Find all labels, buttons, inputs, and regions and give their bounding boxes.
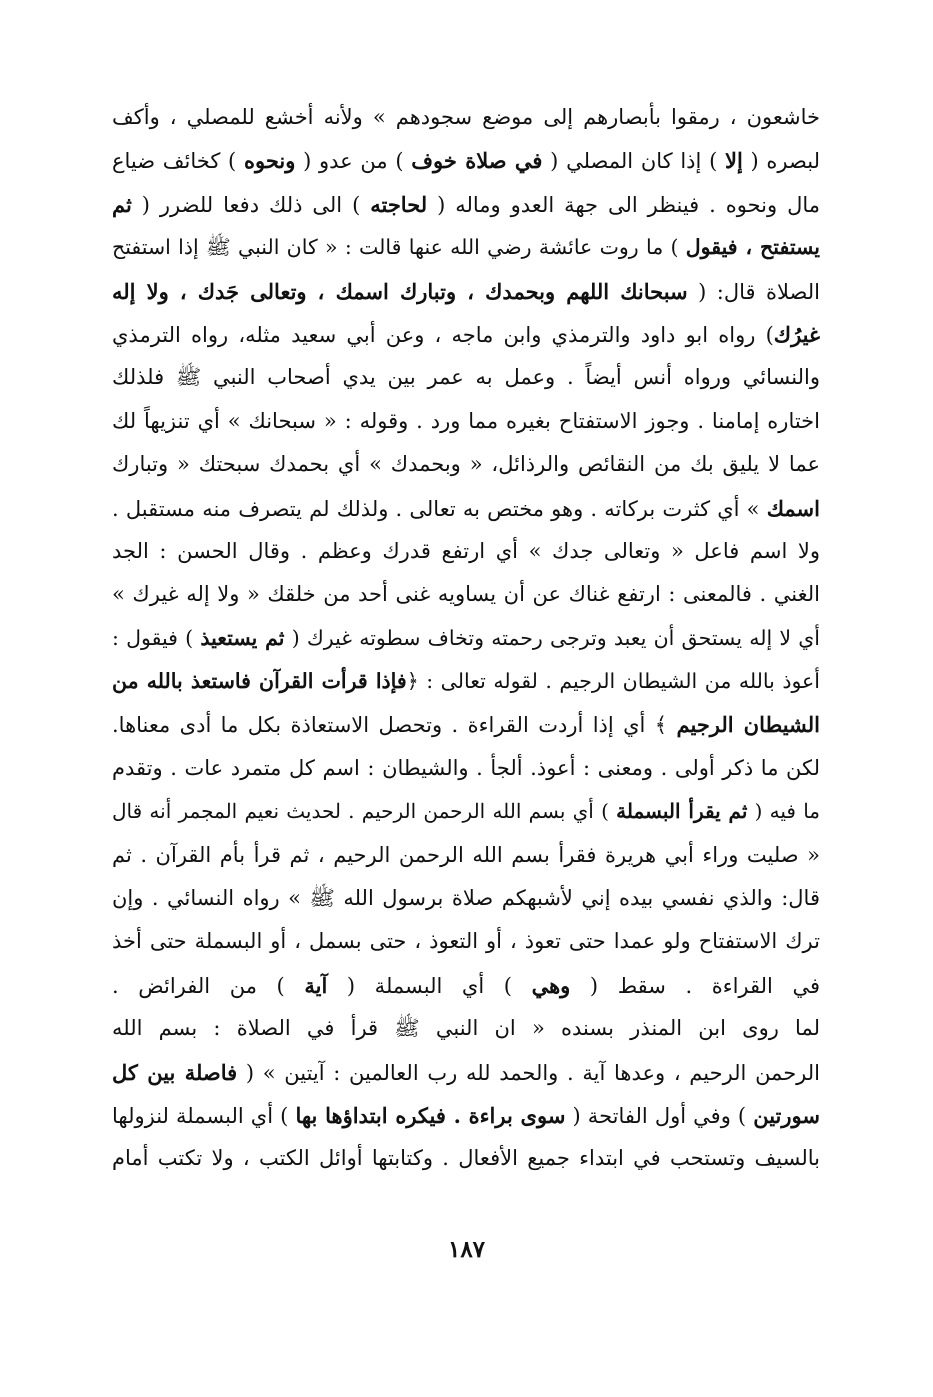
text-line-24: سورتين ) وفي أول الفاتحة ( سوى براءة . فيكره ابتداؤها بها ) أي البسملة لنزولها <box>112 1102 820 1128</box>
text-line-25: بالسيف وتستحب في ابتداء جميع الأفعال . وكتابتها أوائل الكتب ، ولا تكتب أمام <box>112 1146 820 1171</box>
text-line-21: في القراءة . سقط ( وهي ) أي البسملة ( آية ) من الفرائض . <box>112 972 820 998</box>
text-line-14: أعوذ بالله من الشيطان الرجيم . لقوله تعالى : ﴿فإذا قرأت القرآن فاستعذ بالله من <box>112 669 820 694</box>
text-line-12: الغني . فالمعنى : ارتفع غناك عن أن يساويه غنى أحد من خلقك « ولا إله غيرك » <box>112 582 820 607</box>
text-line-22: لما روى ابن المنذر بسنده « ان النبي ﷺ قرأ في الصلاة : بسم الله <box>112 1016 820 1041</box>
text-line-2: لبصره ( إلا ) إذا كان المصلي ( في صلاة خوف ) من عدو ( ونحوه ) كخائف ضياع <box>112 148 820 174</box>
text-line-23: الرحمن الرحيم ، وعدها آية . والحمد لله رب العالمين : آيتين » ( فاصلة بين كل <box>112 1059 820 1085</box>
text-line-20: ترك الاستفتاح ولو عمدا حتى تعوذ ، أو التعوذ ، حتى بسمل ، أو البسملة حتى أخذ <box>112 929 820 954</box>
text-line-6: غيرُك) رواه ابو داود والترمذي وابن ماجه ، وعن أبي سعيد مثله، رواه الترمذي <box>112 321 820 347</box>
text-line-1: خاشعون ، رمقوا بأبصارهم إلى موضع سجودهم » ولأنه أخشع للمصلي ، وأكف <box>112 105 820 129</box>
text-line-11: ولا اسم فاعل « وتعالى جدك » أي ارتفع قدرك وعظم . وقال الحسن : الجد <box>112 538 820 563</box>
body-text <box>112 96 820 1181</box>
page-number: ١٨٧ <box>447 1236 486 1263</box>
text-line-16: لكن ما ذكر أولى . ومعنى : أعوذ. ألجأ . والشيطان : اسم كل متمرد عات . وتقدم <box>112 755 820 780</box>
text-line-5: الصلاة قال: ( سبحانك اللهم وبحمدك ، وتبارك اسمك ، وتعالى جَدك ، ولا إله <box>112 278 820 304</box>
text-line-18: « صليت وراء أبي هريرة فقرأ بسم الله الرحمن الرحيم ، ثم قرأ بأم القرآن . ثم <box>112 842 820 867</box>
text-line-15: الشيطان الرجيم ﴾ أي إذا أردت القراءة . وتحصل الاستعاذة بكل ما أدى معناها. <box>112 712 820 738</box>
text-line-7: والنسائي ورواه أنس أيضاً . وعمل به عمر بين يدي أصحاب النبي ﷺ فلذلك <box>112 365 820 390</box>
text-line-19: قال: والذي نفسي بيده إني لأشبهكم صلاة برسول الله ﷺ » رواه النسائي . وإن <box>112 886 820 911</box>
text-line-10: اسمك » أي كثرت بركاته . وهو مختص به تعالى . ولذلك لم يتصرف منه مستقبل . <box>112 495 820 521</box>
text-line-3: مال ونحوه . فينظر الى جهة العدو وماله ( لحاجته ) الى ذلك دفعا للضرر ( ثم <box>112 191 820 217</box>
text-line-13: أي لا إله يستحق أن يعبد وترجى رحمته وتخاف سطوته غيرك ( ثم يستعيذ ) فيقول : <box>112 625 820 650</box>
text-line-8: اختاره إمامنا . وجوز الاستفتاح بغيره مما ورد . وقوله : « سبحانك » أي تنزيهاً لك <box>112 408 820 433</box>
text-line-4: يستفتح ، فيقول ) ما روت عائشة رضي الله عنها قالت : « كان النبي ﷺ إذا استفتح <box>112 235 820 260</box>
text-line-9: عما لا يليق بك من النقائص والرذائل، « وبحمدك » أي بحمدك سبحتك « وتبارك <box>112 452 820 477</box>
text-line-17: ما فيه ( ثم يقرأ البسملة ) أي بسم الله الرحمن الرحيم . لحديث نعيم المجمر أنه قال <box>112 799 820 824</box>
